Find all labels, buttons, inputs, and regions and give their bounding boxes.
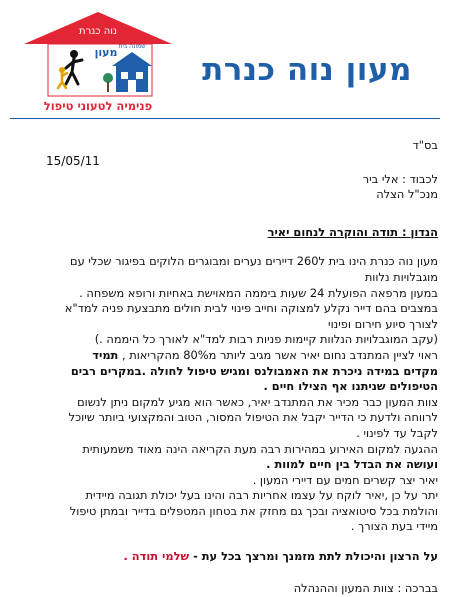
body-line: ההגעה למקום האירוע במהירות רבה מעת הקריאה הינה מאוד משמעותית [82, 441, 438, 456]
letter-subject: הנדון : תודה והוקרה לנחום יאיר [267, 224, 438, 239]
house-subtext: שמונה בית [118, 43, 146, 50]
closing-thanks: שלמי תודה . [123, 549, 190, 564]
closing-text: על הרצון והיכולת לתת מזמנך ומרצך בכל עת - [193, 549, 438, 564]
body-line: מוגבלויות נלוות [364, 269, 438, 284]
body-line: במעון מרפאה הפועלת 24 שעות ביממה המאוישת באחיות ורופא משפחה . [79, 285, 438, 300]
header-divider [10, 118, 440, 119]
body-line: לרווחה ולדעת כי הדייר יקבל את הטיפול המסור, הטוב והמקצועי ביותר שיוכל [68, 410, 438, 425]
roof-text: נוה כנרת [79, 26, 117, 37]
body-line: מקדים במידה ניכרת את האמבולנס ומגיש טיפול לחולה .במקרים רבים [70, 363, 438, 378]
letter-date: 15/05/11 [46, 154, 100, 168]
body-line: צוות המעון כבר מכיר את המתנדב יאיר, כאשר הוא מגיע למקום ניתן לנשום [77, 394, 438, 409]
body-line: הטיפולים שניתנו אף הצילו חיים . [263, 379, 438, 394]
body-emphasis: תמיד [92, 347, 119, 362]
body-line: (עקב המוגבלויות הנלוות קיימות פניות רבות למד"א לאורך כל היממה .) [94, 332, 438, 347]
body-line: והולמת בכל סיטואציה ובכך גם מחזק את בטחון המטפלים בדייר ובמתן טיפול [69, 503, 438, 518]
body-line: לצורך סיוע חירום ופינוי [328, 316, 438, 331]
closing-line [12, 549, 438, 565]
body-line: לקבל עד לפינוי . [356, 425, 438, 440]
letterhead-title: מעון נוה כנרת [202, 52, 412, 88]
addressee-block [12, 172, 438, 203]
body-text: ראוי לציין המתנדב נחום יאיר אשר מגיב ליותר מ80% מהקריאות , [121, 347, 438, 362]
house-text: מעון [94, 46, 118, 59]
addressee-name: לכבוד : אלי ביר [362, 171, 438, 186]
logo-ribbon-text: פנימיה לטעוני טיפול [43, 99, 153, 113]
institution-logo [20, 10, 175, 118]
signoff: בברכה : צוות המעון וההנהלה [293, 580, 438, 595]
bsd-mark: בס"ד [412, 138, 438, 152]
body-line: יאיר יצר קשרים חמים עם דיירי המעון . [252, 472, 438, 487]
body-line: במצבים בהם דייר נקלע למצוקה וחייב פינוי לבית חולים מתבצעת פניה למד"א [64, 301, 438, 316]
letter-body [12, 138, 438, 596]
body-line [12, 348, 438, 364]
body-line: יתר על כן ,יאיר לוקח על עצמו אחריות רבה והינו בעל יכולת תגובה מיידית [85, 488, 438, 503]
addressee-role: מנכ"ל הצלה [376, 187, 438, 202]
body-line: מעון נוה כנרת הינו בית ל260 דיירים נערים ומבוגרים הלוקים בפיגור שכלי עם [70, 254, 438, 269]
body-line: ועושה את הבדל בין חיים למוות . [266, 457, 438, 472]
body-line: מיידי בעת הצורך . [350, 519, 438, 534]
